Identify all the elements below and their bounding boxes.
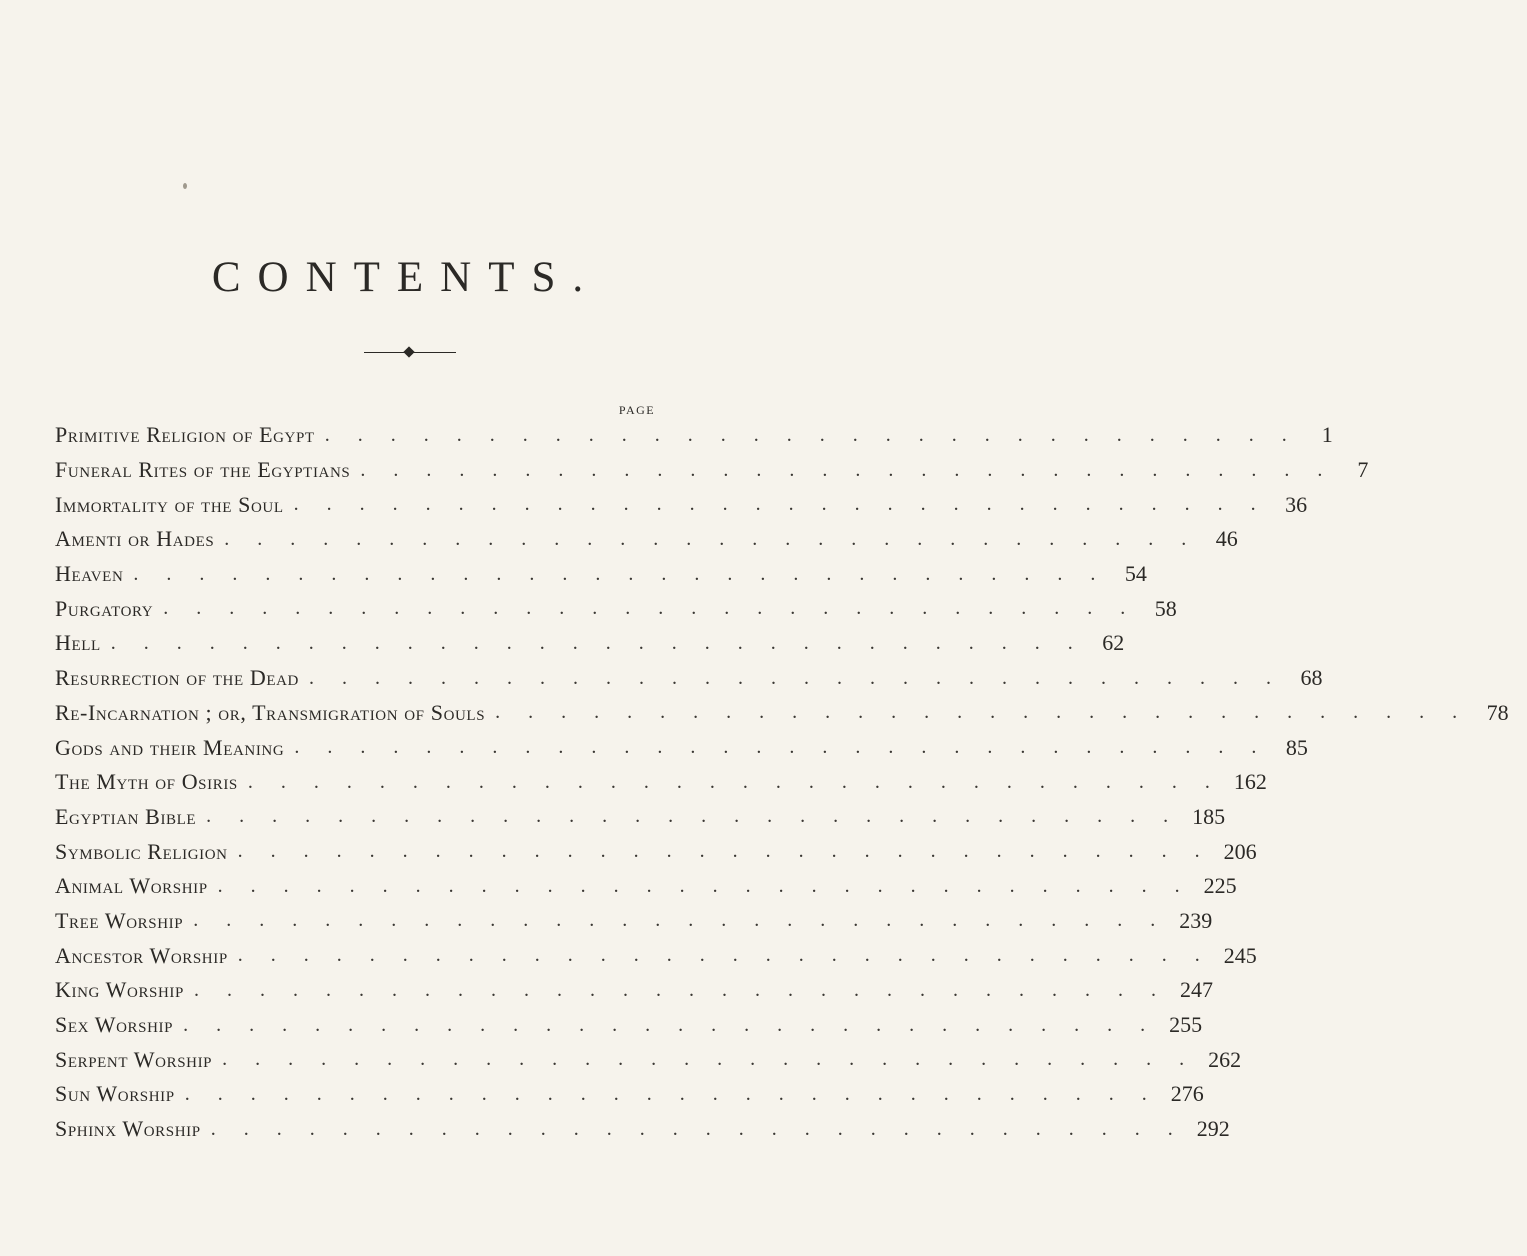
toc-entry (55, 973, 1213, 1008)
toc-entry-page-number: 162 (1233, 769, 1267, 795)
ink-speck (183, 183, 187, 189)
toc-entry (55, 800, 1226, 835)
toc-entry-title: Symbolic Religion (55, 838, 228, 864)
toc-entry-title: Amenti or Hades (55, 526, 215, 552)
toc-entry (55, 730, 1308, 765)
dot-leader: . . . . . . . . . . . . . . . . . . . . . . . . . . . . . . (324, 423, 1299, 446)
toc-entry (55, 453, 1369, 488)
toc-entry-title: Funeral Rites of the Egyptians (55, 457, 351, 483)
toc-entry-page-number: 46 (1215, 526, 1238, 552)
dot-leader: . . . . . . . . . . . . . . . . . . . . . . . . . . . . . . (163, 597, 1137, 620)
toc-entry (55, 1112, 1230, 1147)
toc-entry-title: Serpent Worship (55, 1046, 213, 1072)
toc-entry (55, 626, 1125, 661)
diamond-ornament-icon (403, 346, 414, 357)
toc-entry (55, 869, 1237, 904)
contents-title: CONTENTS. (211, 254, 601, 301)
toc-entry (55, 1077, 1204, 1112)
toc-entry-page-number: 262 (1208, 1046, 1242, 1072)
dot-leader: . . . . . . . . . . . . . . . . . . . . . . . . . . . . . . (184, 1082, 1159, 1105)
toc-entry-title: Sphinx Worship (55, 1116, 201, 1142)
toc-entry-page-number: 68 (1300, 665, 1323, 691)
toc-entry-title: Resurrection of the Dead (55, 665, 299, 691)
toc-entry-page-number: 225 (1203, 873, 1237, 899)
toc-entry-page-number: 247 (1179, 977, 1213, 1003)
dot-leader: . . . . . . . . . . . . . . . . . . . . . . . . . . . . . . (222, 1048, 1196, 1071)
toc-entry-page-number: 292 (1196, 1116, 1230, 1142)
toc-entry-page-number: 7 (1357, 457, 1369, 483)
dot-leader: . . . . . . . . . . . . . . . . . . . . . . . . . . . . . . (237, 840, 1212, 863)
toc-entry-page-number: 36 (1285, 491, 1308, 517)
toc-entry-page-number: 78 (1486, 699, 1509, 725)
dot-leader: . . . . . . . . . . . . . . . . . . . . . . . . . . . . . . (308, 666, 1283, 689)
toc-entry-title: Egyptian Bible (55, 803, 197, 829)
table-of-contents (55, 418, 1509, 1146)
toc-entry (55, 765, 1267, 800)
toc-entry (55, 418, 1333, 453)
toc-entry-title: Purgatory (55, 595, 154, 621)
toc-entry (55, 487, 1308, 522)
toc-entry (55, 1008, 1203, 1043)
toc-entry-title: Sun Worship (55, 1081, 175, 1107)
dot-leader: . . . . . . . . . . . . . . . . . . . . . . . . . . . . . . (217, 874, 1192, 897)
toc-entry-page-number: 255 (1169, 1012, 1203, 1038)
toc-entry (55, 591, 1177, 626)
toc-entry-page-number: 239 (1179, 907, 1213, 933)
toc-entry-title: Ancestor Worship (55, 942, 228, 968)
toc-entry-page-number: 58 (1154, 595, 1177, 621)
dot-leader: . . . . . . . . . . . . . . . . . . . . . . . . . . . . . . (133, 562, 1107, 585)
toc-entry (55, 834, 1257, 869)
dot-leader: . . . . . . . . . . . . . . . . . . . . . . . . . . . . . . (495, 701, 1469, 724)
toc-entry (55, 696, 1509, 731)
dot-leader: . . . . . . . . . . . . . . . . . . . . . . . . . . . . . . (206, 805, 1180, 828)
toc-entry-page-number: 206 (1223, 838, 1257, 864)
dot-leader: . . . . . . . . . . . . . . . . . . . . . . . . . . . . . . (294, 736, 1268, 759)
toc-entry-title: Hell (55, 630, 101, 656)
page-column-heading: PAGE (618, 403, 656, 417)
toc-entry-page-number: 1 (1321, 422, 1333, 448)
toc-entry-title: Immortality of the Soul (55, 491, 284, 517)
toc-entry (55, 1042, 1242, 1077)
toc-entry-title: The Myth of Osiris (55, 769, 238, 795)
toc-entry (55, 522, 1238, 557)
toc-entry-title: Heaven (55, 561, 124, 587)
toc-entry (55, 904, 1213, 939)
dot-leader: . . . . . . . . . . . . . . . . . . . . . . . . . . . . . . (293, 493, 1268, 516)
dot-leader: . . . . . . . . . . . . . . . . . . . . . . . . . . . . . . (193, 978, 1168, 1001)
dot-leader: . . . . . . . . . . . . . . . . . . . . . . . . . . . . . . (183, 1013, 1157, 1036)
toc-entry-page-number: 85 (1285, 734, 1308, 760)
toc-entry (55, 938, 1257, 973)
toc-entry-page-number: 62 (1102, 630, 1125, 656)
toc-entry-title: Animal Worship (55, 873, 208, 899)
toc-entry-title: King Worship (55, 977, 184, 1003)
toc-entry-title: Primitive Religion of Egypt (55, 422, 315, 448)
toc-entry-page-number: 245 (1223, 942, 1257, 968)
dot-leader: . . . . . . . . . . . . . . . . . . . . . . . . . . . . . . (224, 527, 1198, 550)
toc-entry-title: Gods and their Meaning (55, 734, 285, 760)
toc-entry-title: Re-Incarnation ; or, Transmigration of Souls (55, 699, 486, 725)
dot-leader: . . . . . . . . . . . . . . . . . . . . . . . . . . . . . . (237, 944, 1212, 967)
toc-entry-page-number: 54 (1124, 561, 1147, 587)
dot-leader: . . . . . . . . . . . . . . . . . . . . . . . . . . . . . . (360, 458, 1334, 481)
dot-leader: . . . . . . . . . . . . . . . . . . . . . . . . . . . . . . (210, 1117, 1185, 1140)
toc-entry (55, 557, 1147, 592)
toc-entry-title: Sex Worship (55, 1012, 174, 1038)
toc-entry-title: Tree Worship (55, 907, 184, 933)
toc-entry-page-number: 276 (1170, 1081, 1204, 1107)
dot-leader: . . . . . . . . . . . . . . . . . . . . . . . . . . . . . . (247, 770, 1222, 793)
toc-entry (55, 661, 1323, 696)
dot-leader: . . . . . . . . . . . . . . . . . . . . . . . . . . . . . . (110, 631, 1085, 654)
toc-entry-page-number: 185 (1192, 803, 1226, 829)
dot-leader: . . . . . . . . . . . . . . . . . . . . . . . . . . . . . . (193, 909, 1167, 932)
